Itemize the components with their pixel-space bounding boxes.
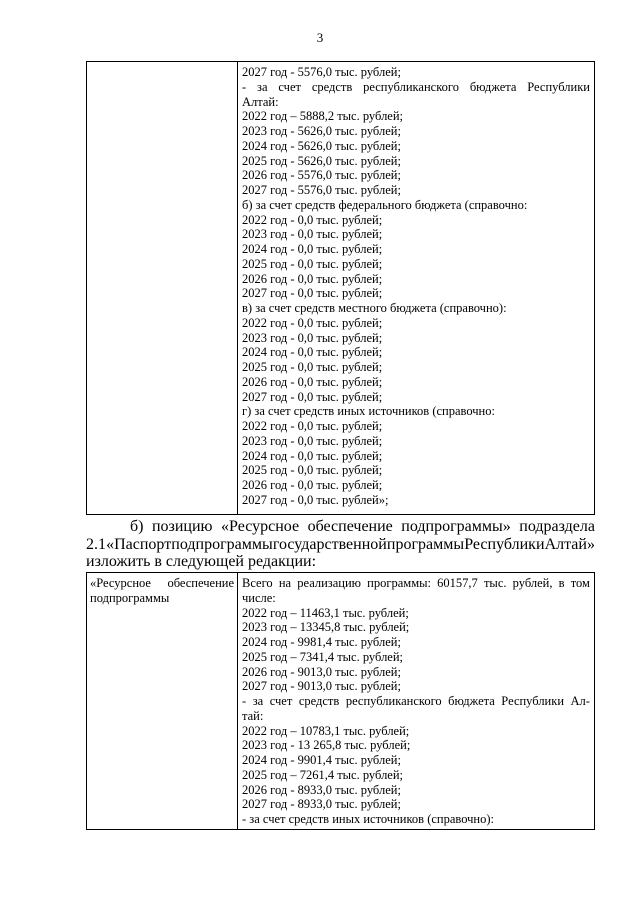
table1-line: 2025 год - 5626,0 тыс. рублей; — [242, 153, 401, 168]
table1-line: 2027 год - 0,0 тыс. рублей»; — [242, 492, 389, 507]
table2-word: республиканского — [345, 694, 442, 708]
table2-word: в — [558, 576, 565, 590]
table1-line: 2025 год - 0,0 тыс. рублей; — [242, 256, 383, 271]
table1-line: г) за счет средств иных источников (справочно: — [242, 404, 495, 419]
table1-line — [242, 80, 590, 95]
table2-line: тай: — [242, 708, 264, 723]
table2-word: рублей, — [512, 576, 553, 590]
table2-right-cell — [238, 573, 595, 830]
table1-line: б) за счет средств федерального бюджета (справочно: — [242, 197, 528, 212]
table2-line: 2023 год – 13345,8 тыс. рублей; — [242, 620, 410, 635]
table1-word: - — [242, 79, 247, 94]
table1-line: 2022 год - 0,0 тыс. рублей; — [242, 419, 383, 433]
table2-left-cell — [87, 573, 238, 830]
table1-word: средств — [311, 79, 353, 94]
table2-word: том — [570, 576, 590, 590]
table1-line: 2022 год - 0,0 тыс. рублей; — [242, 212, 383, 227]
table1-line: Алтай: — [242, 94, 279, 109]
table2-word: тыс. — [483, 576, 507, 590]
table2-left-word: «Ресурсное — [90, 576, 151, 590]
table1-line: 2027 год - 5576,0 тыс. рублей; — [242, 65, 401, 79]
table1-left-cell — [87, 62, 238, 515]
paragraph-word: «Паспорт — [106, 535, 172, 553]
table2-word: средств — [298, 694, 340, 708]
table1-line: 2025 год - 0,0 тыс. рублей; — [242, 463, 383, 478]
table2-word: Всего — [242, 576, 273, 590]
table2-word: программы: — [367, 576, 431, 590]
paragraph-line-3: изложить в следующей редакции: — [86, 553, 317, 570]
table2-word: бюджета — [448, 694, 495, 708]
paragraph-word: подраздела — [519, 518, 595, 535]
table1-word: бюджета — [469, 79, 517, 94]
paragraph-line-1 — [86, 518, 595, 536]
table2-word: 60157,7 — [437, 576, 478, 590]
table1-line: 2026 год - 5576,0 тыс. рублей; — [242, 168, 401, 183]
table2-line: 2026 год - 8933,0 тыс. рублей; — [242, 782, 401, 797]
table2-line: числе: — [242, 590, 276, 605]
paragraph-word: позицию — [151, 518, 213, 535]
table2-line: 2025 год – 7341,4 тыс. рублей; — [242, 649, 404, 664]
table2-word: за — [252, 694, 264, 708]
table1-word: счет — [278, 79, 301, 94]
table1-line: 2026 год - 0,0 тыс. рублей; — [242, 478, 383, 492]
table1-line: 2023 год - 0,0 тыс. рублей; — [242, 227, 383, 242]
table2-word: - — [242, 694, 247, 708]
paragraph-word: программы — [386, 535, 465, 553]
table2-left-line-1 — [90, 576, 234, 591]
table2-line: 2026 год - 9013,0 тыс. рублей; — [242, 664, 401, 679]
table1-line: 2025 год - 0,0 тыс. рублей; — [242, 360, 383, 374]
table1-line: 2024 год - 0,0 тыс. рублей; — [242, 242, 383, 256]
table2-line: 2027 год - 8933,0 тыс. рублей; — [242, 797, 401, 812]
table1-word: республиканского — [363, 79, 459, 94]
paragraph-word: Алтай» — [544, 535, 595, 553]
table1-word: Республики — [527, 79, 590, 94]
table2-line: 2024 год - 9981,4 тыс. рублей; — [242, 635, 401, 649]
table1-line: 2023 год - 5626,0 тыс. рублей; — [242, 124, 401, 138]
paragraph-word: подпрограммы — [171, 535, 273, 553]
table2-word: Ал- — [570, 694, 590, 708]
table1-line: в) за счет средств местного бюджета (справочно): — [242, 301, 507, 315]
paragraph-word: б) — [130, 518, 144, 535]
table1-line: 2026 год - 0,0 тыс. рублей; — [242, 271, 383, 286]
amendment-paragraph — [86, 518, 595, 571]
table2-line: 2023 год - 13 265,8 тыс. рублей; — [242, 738, 411, 753]
table2-line — [242, 694, 590, 709]
paragraph-word: государственной — [272, 535, 387, 553]
page-number: 3 — [316, 30, 324, 45]
table2-line: 2022 год – 11463,1 тыс. рублей; — [242, 605, 409, 620]
table1-word: за — [257, 79, 268, 94]
table1-line: 2023 год - 0,0 тыс. рублей; — [242, 330, 383, 345]
table1-line: 2022 год - 0,0 тыс. рублей; — [242, 315, 383, 330]
table1-line: 2026 год - 0,0 тыс. рублей; — [242, 374, 383, 389]
table1-line: 2027 год - 0,0 тыс. рублей; — [242, 389, 383, 404]
table2-line: 2022 год – 10783,1 тыс. рублей; — [242, 723, 410, 738]
table1-line: 2022 год – 5888,2 тыс. рублей; — [242, 109, 404, 124]
paragraph-line-2 — [86, 536, 595, 554]
table2-left-line-2: подпрограммы — [90, 590, 170, 605]
table2-word: счет — [269, 694, 293, 708]
paragraph-word: обеспечение — [307, 518, 393, 535]
paragraph-word: Республики — [464, 535, 545, 553]
table2-line: 2024 год - 9901,4 тыс. рублей; — [242, 753, 401, 767]
subprogram-resource-table — [86, 572, 595, 830]
table2-line: - за счет средств иных источников (справочно): — [242, 812, 494, 826]
table2-left-word: обеспечение — [167, 576, 234, 590]
table1-line: 2023 год - 0,0 тыс. рублей; — [242, 433, 383, 448]
paragraph-word: 2.1 — [86, 535, 106, 553]
table2-word: Республики — [501, 694, 565, 708]
table1-line: 2024 год - 5626,0 тыс. рублей; — [242, 138, 401, 153]
table2-word: на — [278, 576, 292, 590]
paragraph-word: подпрограммы» — [401, 518, 511, 535]
table1-line: 2024 год - 0,0 тыс. рублей; — [242, 345, 383, 360]
table1-line: 2024 год - 0,0 тыс. рублей; — [242, 448, 383, 463]
table1-line: 2027 год - 0,0 тыс. рублей; — [242, 286, 383, 301]
table2-word: реализацию — [297, 576, 361, 590]
table2-line — [242, 576, 590, 591]
table1-line: 2027 год - 5576,0 тыс. рублей; — [242, 183, 401, 197]
table2-line: 2027 год - 9013,0 тыс. рублей; — [242, 679, 401, 694]
funding-table-continued — [86, 61, 595, 515]
table1-right-cell — [238, 62, 595, 515]
paragraph-word: «Ресурсное — [221, 518, 300, 535]
table2-line: 2025 год – 7261,4 тыс. рублей; — [242, 767, 404, 782]
